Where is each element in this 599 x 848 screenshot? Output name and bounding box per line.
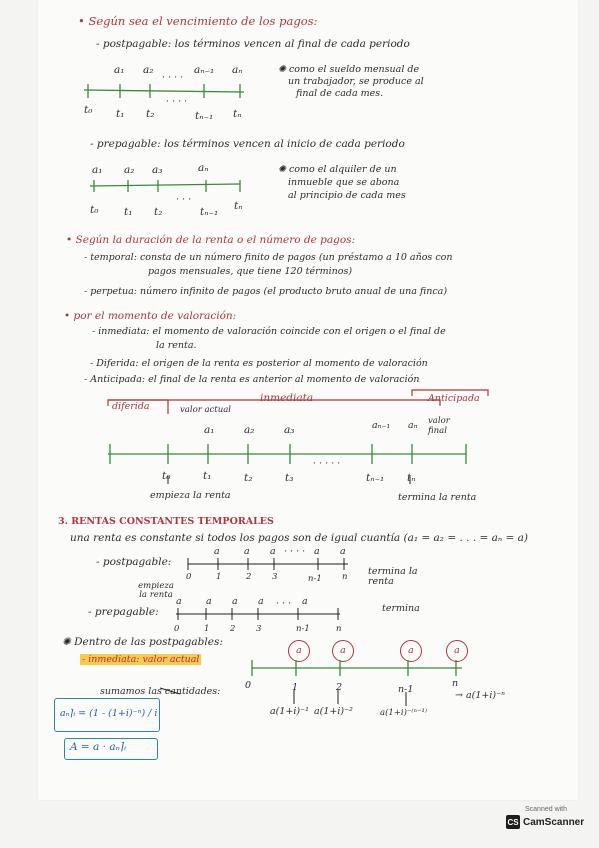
valor-final-label: valor final bbox=[428, 416, 450, 436]
pre-note-line2: inmueble que se abona bbox=[288, 177, 400, 188]
annuity-formula: aₙ⌉ᵢ = (1 - (1+i)⁻ⁿ) / i bbox=[60, 708, 158, 719]
pre-a1: a₁ bbox=[92, 164, 103, 176]
section-title-duracion: • Según la duración de la renta o el número de pagos: bbox=[66, 234, 356, 246]
cpre-a5: a bbox=[302, 596, 308, 607]
inm-a3: a₃ bbox=[284, 424, 295, 436]
cpre-n1: 1 bbox=[204, 624, 210, 634]
p-n0: 0 bbox=[245, 680, 252, 691]
inm-tn-1: tₙ₋₁ bbox=[366, 472, 385, 484]
p-n-1: n-1 bbox=[398, 684, 414, 695]
post-a1: a₁ bbox=[114, 64, 125, 76]
cpost-a4: a bbox=[314, 546, 320, 557]
post-an-1: aₙ₋₁ bbox=[194, 64, 215, 76]
pre-tn: tₙ bbox=[234, 200, 243, 212]
inm-tn: tₙ bbox=[407, 472, 416, 484]
value-term4: → a(1+i)⁻ⁿ bbox=[455, 690, 505, 701]
pre-t0: t₀ bbox=[90, 204, 99, 216]
pre-note-line1: ✺ como el alquiler de un bbox=[278, 164, 397, 175]
post-note-line1: ✺ como el sueldo mensual de bbox=[278, 64, 420, 75]
label-inmediata: inmediata bbox=[260, 392, 314, 404]
cpost-termina: termina la renta bbox=[368, 566, 418, 587]
cpost-dots: · · · · bbox=[284, 546, 306, 557]
cpre-a3: a bbox=[232, 596, 238, 607]
inm-t0: t₀ bbox=[162, 470, 171, 482]
inm-t1: t₁ bbox=[203, 470, 212, 482]
inm-an-1: aₙ₋₁ bbox=[372, 420, 391, 431]
post-t0: t₀ bbox=[84, 104, 93, 116]
sun-icon: ✺ bbox=[62, 636, 75, 648]
camscanner-logo bbox=[506, 806, 586, 842]
section-title-postpagables: ✺ Dentro de las postpagables: bbox=[62, 636, 223, 648]
temporal-line1: - temporal: consta de un número finito de pagos (un préstamo a 10 años con bbox=[84, 252, 453, 263]
section-title-valoracion: • por el momento de valoración: bbox=[64, 310, 237, 322]
camscanner-icon: CS bbox=[506, 815, 520, 829]
sun-icon: ✺ bbox=[278, 64, 289, 75]
inmediata-valor-actual: - inmediata: valor actual bbox=[82, 654, 200, 665]
const-postpagable-label: - postpagable: bbox=[96, 556, 172, 568]
camscanner-brand: CamScanner bbox=[523, 816, 585, 828]
cpre-a2: a bbox=[206, 596, 212, 607]
pre-dots: · · · bbox=[176, 194, 192, 205]
inm-a1: a₁ bbox=[204, 424, 215, 436]
inm-dots: · · · · · bbox=[313, 458, 341, 469]
label-diferida: diferida bbox=[112, 401, 150, 412]
post-tn: tₙ bbox=[233, 108, 242, 120]
temporal-line2: pagos mensuales, que tiene 120 términos) bbox=[148, 266, 353, 277]
empieza-la-renta: empieza la renta bbox=[150, 490, 231, 501]
diferida-line: - Diferida: el origen de la renta es posterior al momento de valoración bbox=[90, 358, 428, 369]
cpre-n2: 2 bbox=[230, 624, 236, 634]
post-t2: t₂ bbox=[146, 108, 155, 120]
value-term1: a(1+i)⁻¹ bbox=[270, 706, 309, 717]
post-t1: t₁ bbox=[116, 108, 125, 120]
value-term2: a(1+i)⁻² bbox=[314, 706, 353, 717]
post-dots-top: · · · · bbox=[162, 72, 184, 83]
label-anticipada: Anticipada bbox=[428, 393, 480, 404]
valor-actual-label: valor actual bbox=[180, 405, 231, 415]
cpost-n3: 3 bbox=[272, 572, 278, 582]
p-nn: n bbox=[452, 678, 459, 689]
payment-circle-2: a bbox=[332, 640, 354, 662]
cpre-n0: 0 bbox=[174, 624, 180, 634]
cpre-termina: termina bbox=[382, 603, 420, 614]
pre-a3: a₃ bbox=[152, 164, 163, 176]
value-term3: a(1+i)⁻⁽ⁿ⁻¹⁾ bbox=[380, 708, 427, 718]
termina-la-renta: termina la renta bbox=[398, 492, 477, 503]
cpost-a3: a bbox=[270, 546, 276, 557]
cpre-a4: a bbox=[258, 596, 264, 607]
inmediata-line2: la renta. bbox=[156, 340, 197, 351]
cpost-n-1: n-1 bbox=[308, 574, 322, 584]
post-dots-bottom: · · · · bbox=[166, 96, 188, 107]
pre-an: aₙ bbox=[198, 162, 209, 174]
cpost-nn: n bbox=[342, 572, 348, 582]
post-note-line3: final de cada mes. bbox=[296, 88, 384, 99]
constante-definition: una renta es constante si todos los pagos son de igual cuantía (a₁ = a₂ = . . . = aₙ = a) bbox=[70, 532, 529, 544]
cpre-n3: 3 bbox=[256, 624, 262, 634]
cpre-n-1: n-1 bbox=[296, 624, 310, 634]
pre-note-line3: al principio de cada mes bbox=[288, 190, 406, 201]
payment-circle-1: a bbox=[288, 640, 310, 662]
present-value-formula: A = a · aₙ⌉ᵢ bbox=[70, 741, 127, 753]
pre-tn-1: tₙ₋₁ bbox=[200, 206, 219, 218]
inm-t3: t₃ bbox=[285, 472, 294, 484]
cpre-dots: · · · bbox=[276, 598, 292, 609]
post-a2: a₂ bbox=[143, 64, 154, 76]
p-n1: 1 bbox=[292, 682, 299, 693]
post-tn-1: tₙ₋₁ bbox=[195, 110, 214, 122]
pre-t1: t₁ bbox=[124, 206, 133, 218]
inmediata-line1: - inmediata: el momento de valoración coincide con el origen o el final de bbox=[92, 326, 446, 337]
payment-circle-3: a bbox=[400, 640, 422, 662]
cpre-nn: n bbox=[336, 624, 342, 634]
cpost-empieza: empieza la renta bbox=[138, 581, 174, 600]
anticipada-line: - Anticipada: el final de la renta es anterior al momento de valoración bbox=[84, 374, 420, 385]
section-title-constantes: 3. RENTAS CONSTANTES TEMPORALES bbox=[58, 516, 274, 527]
cpost-n0: 0 bbox=[186, 572, 192, 582]
postpagable-definition: - postpagable: los términos vencen al final de cada periodo bbox=[96, 38, 410, 50]
const-prepagable-label: - prepagable: bbox=[88, 606, 159, 618]
prepagable-definition: - prepagable: los términos vencen al inicio de cada periodo bbox=[90, 138, 405, 150]
cpost-a2: a bbox=[244, 546, 250, 557]
cpost-a5: a bbox=[340, 546, 346, 557]
inm-t2: t₂ bbox=[244, 472, 253, 484]
cpost-n1: 1 bbox=[216, 572, 222, 582]
sumamos-cantidades: sumamos las cantidades: bbox=[100, 686, 221, 697]
inm-an: aₙ bbox=[408, 420, 418, 431]
scanned-with-label: Scanned with bbox=[524, 806, 568, 813]
p-n2: 2 bbox=[336, 682, 343, 693]
post-note-line2: un trabajador, se produce al bbox=[288, 76, 424, 87]
cpre-a1: a bbox=[176, 596, 182, 607]
section-title-vencimiento: • Según sea el vencimiento de los pagos: bbox=[78, 14, 318, 28]
pre-t2: t₂ bbox=[154, 206, 163, 218]
cpost-n2: 2 bbox=[246, 572, 252, 582]
sun-icon: ✺ bbox=[278, 164, 289, 175]
payment-circle-4: a bbox=[446, 640, 468, 662]
perpetua-line: - perpetua: número infinito de pagos (el producto bruto anual de una finca) bbox=[84, 286, 448, 297]
pre-a2: a₂ bbox=[124, 164, 135, 176]
cpost-a1: a bbox=[214, 546, 220, 557]
inm-a2: a₂ bbox=[244, 424, 255, 436]
post-an: aₙ bbox=[232, 64, 243, 76]
